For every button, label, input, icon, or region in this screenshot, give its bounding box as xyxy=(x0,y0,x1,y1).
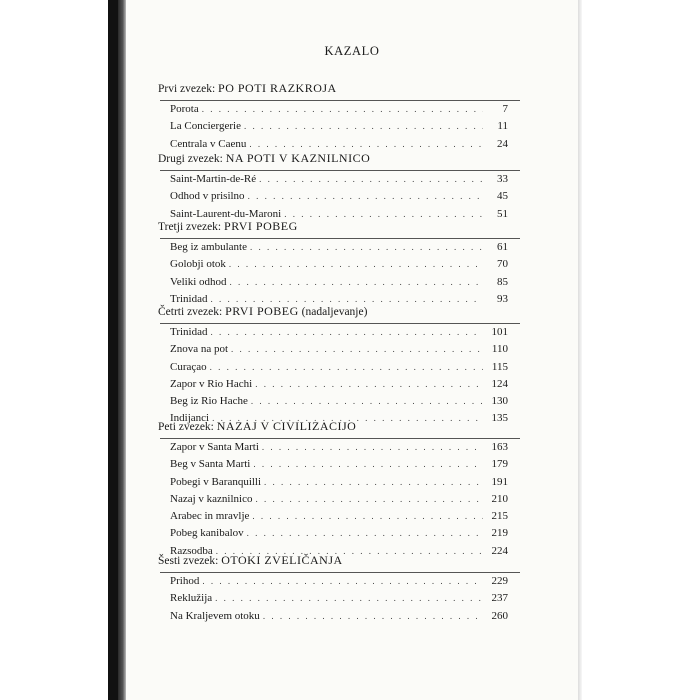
dot-leader xyxy=(255,491,483,508)
toc-entry xyxy=(170,171,508,188)
dot-leader xyxy=(202,101,483,118)
entry-page-number: 163 xyxy=(491,441,508,453)
entry-page-number: 115 xyxy=(491,360,508,373)
toc-entry xyxy=(170,439,508,456)
entry-label: Curaçao xyxy=(170,360,207,373)
section-name: OTOKI ZVELIČANJA xyxy=(221,553,343,567)
toc-entry xyxy=(170,101,508,118)
section-prefix: Drugi zvezek: xyxy=(158,153,226,165)
dot-leader xyxy=(202,573,483,590)
book-page xyxy=(126,0,578,700)
toc-entry xyxy=(170,474,508,491)
toc-entry xyxy=(170,491,508,508)
section-prefix: Četrti zvezek: xyxy=(158,306,226,318)
dot-leader xyxy=(264,474,483,491)
toc-entry xyxy=(170,590,508,607)
entry-page-number: 130 xyxy=(491,395,508,408)
section-prefix: Prvi zvezek: xyxy=(158,83,219,95)
toc-section xyxy=(158,150,518,223)
entry-label: Saint-Martin-de-Ré xyxy=(170,173,257,185)
entry-label: Zapor v Rio Hachi xyxy=(170,377,253,390)
dot-leader xyxy=(252,508,483,525)
entry-label: Centrala v Caenu xyxy=(170,137,247,150)
toc-entry xyxy=(170,608,508,625)
entry-page-number: 7 xyxy=(502,103,508,115)
toc-entry xyxy=(170,573,508,590)
entry-page-number: 110 xyxy=(491,343,508,356)
toc-entry xyxy=(170,456,508,473)
dot-leader xyxy=(229,256,483,273)
entry-label: Trinidad xyxy=(170,326,208,338)
dot-leader xyxy=(244,118,483,135)
dot-leader xyxy=(253,456,483,473)
entry-page-number: 93 xyxy=(497,292,508,305)
dot-leader xyxy=(230,274,483,291)
page-edge xyxy=(578,0,582,700)
entry-label: Golobji otok xyxy=(170,258,226,271)
section-heading xyxy=(158,303,518,319)
section-heading xyxy=(158,552,518,568)
entry-label: Beg v Santa Marti xyxy=(170,458,251,471)
entry-label: Nazaj v kaznilnico xyxy=(170,492,253,505)
entry-page-number: 61 xyxy=(497,241,508,253)
toc-entry xyxy=(170,376,508,393)
entry-label: Beg iz ambulante xyxy=(170,241,247,253)
section-heading xyxy=(158,150,518,166)
dot-leader xyxy=(251,393,483,410)
entry-page-number: 210 xyxy=(491,492,508,505)
entry-label: Arabec in mravlje xyxy=(170,510,250,523)
entry-label: Reklužija xyxy=(170,592,213,605)
entry-label: Znova na pot xyxy=(170,343,229,356)
entry-page-number: 179 xyxy=(491,458,508,471)
entry-label: Zapor v Santa Marti xyxy=(170,441,259,453)
toc-entry xyxy=(170,359,508,376)
toc-entry xyxy=(170,525,508,542)
entry-page-number: 11 xyxy=(497,120,508,133)
section-name: NAZAJ V CIVILIZACIJO xyxy=(216,419,357,433)
toc-section xyxy=(158,80,518,153)
section-prefix: Šesti zvezek: xyxy=(158,555,222,567)
toc-entry xyxy=(170,118,508,135)
dot-leader xyxy=(247,525,483,542)
book-spine xyxy=(118,0,126,700)
toc-entry xyxy=(170,239,508,256)
entry-page-number: 45 xyxy=(497,190,508,203)
section-name: PRVI POBEG xyxy=(224,219,298,233)
entry-label: Porota xyxy=(170,103,199,115)
entry-page-number: 215 xyxy=(491,510,508,523)
entry-label: Prihod xyxy=(170,575,200,587)
dot-leader xyxy=(210,359,483,376)
dot-leader xyxy=(211,324,484,341)
dot-leader xyxy=(248,188,483,205)
toc-section xyxy=(158,418,518,560)
dot-leader xyxy=(255,376,483,393)
section-name: PRVI POBEG xyxy=(225,304,299,318)
dot-leader xyxy=(215,590,483,607)
entry-label: Na Kraljevem otoku xyxy=(170,609,260,622)
dot-leader xyxy=(263,608,483,625)
entry-page-number: 33 xyxy=(497,173,508,185)
section-name: NA POTI V KAZNILNICO xyxy=(225,151,371,165)
page-title: KAZALO xyxy=(324,44,380,58)
entry-page-number: 101 xyxy=(491,326,508,338)
toc-entry xyxy=(170,188,508,205)
section-heading xyxy=(158,218,518,234)
entry-page-number: 51 xyxy=(497,207,508,220)
entry-page-number: 70 xyxy=(497,258,508,271)
entry-page-number: 85 xyxy=(497,275,508,288)
entry-label: Beg iz Rio Hache xyxy=(170,395,248,408)
entry-label: Pobeg kanibalov xyxy=(170,527,244,540)
entry-label: Indijanci xyxy=(170,412,210,425)
toc-entry xyxy=(170,508,508,525)
section-heading xyxy=(158,418,518,434)
entry-label: Veliki odhod xyxy=(170,275,227,288)
entry-page-number: 124 xyxy=(491,377,508,390)
dot-leader xyxy=(259,171,483,188)
toc-entry xyxy=(170,256,508,273)
entry-label: La Conciergerie xyxy=(170,120,241,133)
toc-section xyxy=(158,303,518,428)
section-name: PO POTI RAZKROJA xyxy=(218,81,337,95)
entry-label: Saint-Laurent-du-Maroni xyxy=(170,207,282,220)
entry-page-number: 237 xyxy=(491,592,508,605)
section-suffix: (nadaljevanje) xyxy=(298,306,368,318)
entry-label: Trinidad xyxy=(170,292,208,305)
toc-entry xyxy=(170,324,508,341)
entry-page-number: 191 xyxy=(491,475,508,488)
entry-label: Pobegi v Baranquilli xyxy=(170,475,262,488)
entry-label: Razsodba xyxy=(170,544,213,557)
toc-entry xyxy=(170,274,508,291)
section-heading xyxy=(158,80,518,96)
section-prefix: Peti zvezek: xyxy=(158,421,217,433)
entry-label: Odhod v prisilno xyxy=(170,190,245,203)
dot-leader xyxy=(250,239,483,256)
entry-page-number: 24 xyxy=(497,137,508,150)
entry-page-number: 224 xyxy=(491,544,508,557)
section-prefix: Tretji zvezek: xyxy=(158,221,225,233)
dot-leader xyxy=(262,439,483,456)
entry-page-number: 229 xyxy=(491,575,508,587)
entry-page-number: 219 xyxy=(491,527,508,540)
dot-leader xyxy=(231,341,483,358)
entry-page-number: 260 xyxy=(491,609,508,622)
toc-entry xyxy=(170,393,508,410)
entry-page-number: 135 xyxy=(491,412,508,425)
toc-entry xyxy=(170,341,508,358)
toc-section xyxy=(158,552,518,625)
toc-section xyxy=(158,218,518,308)
